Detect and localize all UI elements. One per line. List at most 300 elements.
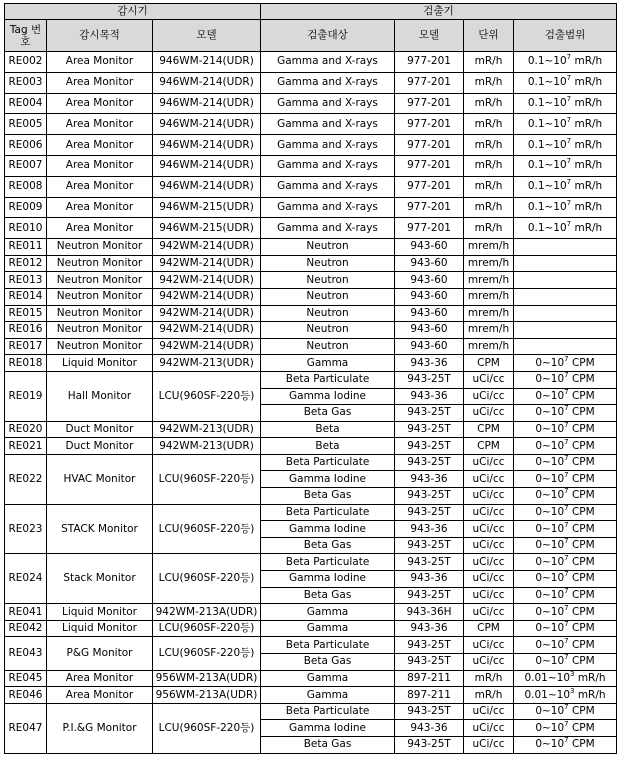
range-base: 0~10 (535, 489, 565, 502)
range-base: 0~10 (535, 539, 565, 552)
target-cell: Gamma and X-rays (261, 135, 395, 156)
table-row (5, 454, 617, 471)
range-base: 0~10 (535, 423, 565, 435)
range-exponent: 7 (564, 703, 569, 712)
detector-model-cell: 897-211 (395, 687, 464, 704)
table-row (5, 438, 617, 455)
range-unit: mR/h (574, 688, 606, 701)
tag-cell: RE007 (5, 155, 47, 176)
unit-cell: uCi/cc (464, 587, 514, 604)
model-cell: 942WM-214(UDR) (153, 322, 261, 339)
range-cell (514, 305, 617, 322)
tag-cell: RE009 (5, 197, 47, 218)
range-exponent: 7 (564, 719, 569, 728)
target-cell: Beta Gas (261, 405, 395, 422)
range-base: 0~10 (535, 389, 565, 402)
purpose-cell: Area Monitor (47, 218, 153, 239)
range-cell (514, 720, 617, 737)
target-cell: Beta Particulate (261, 703, 395, 720)
range-unit: CPM (568, 655, 595, 668)
detector-model-cell: 977-201 (395, 135, 464, 156)
table-row (5, 272, 617, 289)
range-cell (514, 355, 617, 372)
purpose-cell: Duct Monitor (47, 421, 153, 438)
table-row (5, 155, 617, 176)
unit-cell: mrem/h (464, 305, 514, 322)
range-unit: mR/h (571, 221, 603, 234)
unit-cell: uCi/cc (464, 571, 514, 588)
range-unit: mR/h (571, 76, 603, 89)
target-cell: Gamma (261, 604, 395, 621)
detector-model-cell: 943-36 (395, 521, 464, 538)
table-row (5, 687, 617, 704)
detector-model-cell: 943-60 (395, 288, 464, 305)
range-unit: CPM (568, 572, 595, 585)
unit-cell: mR/h (464, 670, 514, 687)
detector-model-cell: 977-201 (395, 52, 464, 73)
range-cell (514, 504, 617, 521)
range-exponent: 7 (564, 388, 569, 396)
purpose-cell: Neutron Monitor (47, 272, 153, 289)
model-cell: 946WM-214(UDR) (153, 135, 261, 156)
range-cell (514, 554, 617, 571)
unit-cell: uCi/cc (464, 604, 514, 621)
range-cell (514, 197, 617, 218)
detector-model-cell: 977-201 (395, 218, 464, 239)
tag-cell: RE019 (5, 371, 47, 421)
unit-cell: uCi/cc (464, 471, 514, 488)
range-exponent: 7 (566, 157, 572, 166)
target-cell: Neutron (261, 288, 395, 305)
range-cell (514, 604, 617, 621)
tag-cell: RE005 (5, 114, 47, 135)
range-cell (514, 93, 617, 114)
range-cell (514, 736, 617, 753)
table-row (5, 255, 617, 272)
target-cell: Gamma and X-rays (261, 52, 395, 73)
detector-model-cell: 943-36H (395, 604, 464, 621)
range-unit: CPM (568, 505, 595, 518)
range-base: 0~10 (535, 705, 565, 718)
purpose-cell: Area Monitor (47, 670, 153, 687)
range-exponent: 7 (566, 136, 572, 145)
unit-cell: mrem/h (464, 338, 514, 355)
unit-cell: CPM (464, 438, 514, 455)
group-header-detector: 검출기 (261, 4, 617, 20)
range-base: 0~10 (535, 439, 565, 452)
range-exponent: 7 (566, 74, 572, 83)
table-row (5, 604, 617, 621)
range-base: 0.1~10 (527, 55, 567, 68)
range-base: 0.1~10 (527, 96, 567, 109)
target-cell: Neutron (261, 338, 395, 355)
unit-cell: mR/h (464, 176, 514, 197)
unit-cell: mR/h (464, 197, 514, 218)
unit-cell: uCi/cc (464, 521, 514, 538)
range-cell (514, 405, 617, 422)
model-cell: 946WM-214(UDR) (153, 93, 261, 114)
target-cell: Beta Particulate (261, 454, 395, 471)
range-exponent: 7 (564, 653, 569, 662)
range-unit: CPM (568, 555, 595, 568)
detector-model-cell: 943-25T (395, 454, 464, 471)
target-cell: Neutron (261, 255, 395, 272)
purpose-cell: Liquid Monitor (47, 604, 153, 621)
range-base: 0~10 (535, 622, 565, 635)
range-exponent: 7 (564, 454, 569, 463)
unit-cell: uCi/cc (464, 388, 514, 405)
target-cell: Gamma and X-rays (261, 72, 395, 93)
table-row (5, 218, 617, 239)
range-cell (514, 620, 617, 637)
range-base: 0~10 (535, 572, 565, 585)
detector-model-cell: 943-25T (395, 537, 464, 554)
range-exponent: 7 (564, 537, 569, 546)
range-exponent: 7 (564, 470, 569, 479)
purpose-cell: Neutron Monitor (47, 288, 153, 305)
target-cell: Gamma (261, 687, 395, 704)
target-cell: Beta (261, 421, 395, 438)
range-cell (514, 471, 617, 488)
tag-cell: RE011 (5, 239, 47, 256)
unit-cell: mR/h (464, 687, 514, 704)
unit-cell: mR/h (464, 72, 514, 93)
detector-model-cell: 943-25T (395, 488, 464, 505)
purpose-cell: HVAC Monitor (47, 454, 153, 504)
detector-model-cell: 943-36 (395, 388, 464, 405)
model-cell: 946WM-214(UDR) (153, 52, 261, 73)
column-header-tag: Tag 번호 (5, 20, 47, 52)
range-unit: mR/h (571, 96, 603, 109)
target-cell: Neutron (261, 272, 395, 289)
range-cell (514, 272, 617, 289)
range-unit: CPM (568, 456, 595, 469)
detector-model-cell: 943-25T (395, 587, 464, 604)
range-unit: CPM (568, 721, 595, 734)
range-exponent: 7 (564, 636, 569, 645)
range-base: 0~10 (535, 356, 565, 369)
range-unit: mR/h (571, 117, 603, 130)
tag-cell: RE022 (5, 454, 47, 504)
range-cell (514, 521, 617, 538)
target-cell: Neutron (261, 322, 395, 339)
model-cell: LCU(960SF-220등) (153, 620, 261, 637)
model-cell: 946WM-214(UDR) (153, 114, 261, 135)
unit-cell: mR/h (464, 135, 514, 156)
purpose-cell: Neutron Monitor (47, 239, 153, 256)
unit-cell: uCi/cc (464, 488, 514, 505)
model-cell: LCU(960SF-220등) (153, 371, 261, 421)
range-cell (514, 288, 617, 305)
range-exponent: 7 (566, 53, 572, 62)
unit-cell: uCi/cc (464, 554, 514, 571)
detector-model-cell: 977-201 (395, 176, 464, 197)
range-exponent: 3 (570, 670, 575, 678)
range-base: 0.1~10 (527, 76, 567, 89)
unit-cell: uCi/cc (464, 504, 514, 521)
unit-cell: uCi/cc (464, 405, 514, 422)
range-cell (514, 537, 617, 554)
range-cell (514, 488, 617, 505)
tag-cell: RE002 (5, 52, 47, 73)
model-cell: 942WM-213(UDR) (153, 438, 261, 455)
range-unit: CPM (568, 705, 595, 718)
range-base: 0~10 (535, 456, 565, 469)
detector-model-cell: 943-25T (395, 438, 464, 455)
model-cell: 946WM-214(UDR) (153, 176, 261, 197)
column-header-range: 검출범위 (514, 20, 617, 52)
range-unit: CPM (568, 489, 595, 502)
range-unit: CPM (568, 539, 595, 552)
table-row (5, 135, 617, 156)
target-cell: Gamma Iodine (261, 388, 395, 405)
table-row (5, 197, 617, 218)
table-row (5, 637, 617, 654)
range-cell (514, 322, 617, 339)
range-base: 0~10 (535, 721, 565, 734)
tag-cell: RE010 (5, 218, 47, 239)
range-unit: mR/h (571, 138, 603, 151)
target-cell: Gamma and X-rays (261, 93, 395, 114)
table-row (5, 114, 617, 135)
target-cell: Beta (261, 438, 395, 455)
range-exponent: 7 (564, 404, 569, 413)
detector-model-cell: 943-36 (395, 720, 464, 737)
target-cell: Beta Gas (261, 537, 395, 554)
detector-model-cell: 977-201 (395, 114, 464, 135)
purpose-cell: Liquid Monitor (47, 620, 153, 637)
table-row (5, 504, 617, 521)
detector-model-cell: 943-60 (395, 338, 464, 355)
model-cell: LCU(960SF-220등) (153, 637, 261, 670)
target-cell: Beta Gas (261, 488, 395, 505)
range-unit: CPM (568, 439, 595, 452)
detector-model-cell: 977-201 (395, 93, 464, 114)
purpose-cell: Area Monitor (47, 114, 153, 135)
range-exponent: 7 (566, 219, 572, 228)
detector-model-cell: 943-36 (395, 620, 464, 637)
range-exponent: 7 (566, 198, 572, 207)
purpose-cell: P&G Monitor (47, 637, 153, 670)
group-header-monitor: 감시기 (5, 4, 261, 20)
purpose-cell: Area Monitor (47, 197, 153, 218)
detector-model-cell: 977-201 (395, 197, 464, 218)
purpose-cell: Neutron Monitor (47, 322, 153, 339)
unit-cell: mrem/h (464, 272, 514, 289)
range-cell (514, 670, 617, 687)
detector-model-cell: 943-25T (395, 637, 464, 654)
tag-cell: RE046 (5, 687, 47, 704)
detector-model-cell: 943-25T (395, 421, 464, 438)
table-row (5, 554, 617, 571)
purpose-cell: Area Monitor (47, 687, 153, 704)
detector-model-cell: 943-25T (395, 554, 464, 571)
purpose-cell: Area Monitor (47, 52, 153, 73)
range-cell (514, 338, 617, 355)
unit-cell: mR/h (464, 218, 514, 239)
range-unit: mR/h (571, 55, 603, 68)
table-row (5, 703, 617, 720)
range-unit: mR/h (574, 671, 606, 684)
range-unit: CPM (568, 406, 595, 419)
range-exponent: 7 (564, 354, 569, 363)
range-cell (514, 388, 617, 405)
range-base: 0.1~10 (527, 138, 567, 151)
unit-cell: CPM (464, 620, 514, 637)
unit-cell: mR/h (464, 93, 514, 114)
range-cell (514, 239, 617, 256)
tag-cell: RE045 (5, 670, 47, 687)
detector-model-cell: 897-211 (395, 670, 464, 687)
range-cell (514, 703, 617, 720)
range-exponent: 7 (564, 520, 569, 529)
detector-model-cell: 943-25T (395, 405, 464, 422)
unit-cell: CPM (464, 355, 514, 372)
table-row (5, 239, 617, 256)
unit-cell: uCi/cc (464, 703, 514, 720)
tag-cell: RE006 (5, 135, 47, 156)
table-header (5, 4, 617, 52)
column-header-model: 모델 (153, 20, 261, 52)
range-unit: CPM (568, 356, 595, 369)
purpose-cell: Liquid Monitor (47, 355, 153, 372)
table-row (5, 305, 617, 322)
range-exponent: 3 (570, 686, 575, 695)
model-cell: 946WM-214(UDR) (153, 72, 261, 93)
model-cell: 942WM-214(UDR) (153, 305, 261, 322)
purpose-cell: Duct Monitor (47, 438, 153, 455)
detector-model-cell: 977-201 (395, 155, 464, 176)
range-cell (514, 654, 617, 671)
unit-cell: uCi/cc (464, 720, 514, 737)
target-cell: Gamma (261, 620, 395, 637)
range-base: 0~10 (535, 505, 565, 518)
range-unit: mR/h (571, 180, 603, 193)
range-exponent: 7 (564, 570, 569, 579)
detector-model-cell: 977-201 (395, 72, 464, 93)
tag-cell: RE004 (5, 93, 47, 114)
model-cell: 942WM-214(UDR) (153, 239, 261, 256)
detector-model-cell: 943-60 (395, 305, 464, 322)
tag-cell: RE047 (5, 703, 47, 753)
unit-cell: uCi/cc (464, 654, 514, 671)
model-cell: 956WM-213A(UDR) (153, 670, 261, 687)
target-cell: Gamma (261, 670, 395, 687)
model-cell: 956WM-213A(UDR) (153, 687, 261, 704)
range-base: 0~10 (535, 738, 565, 751)
column-header-detector-model: 모델 (395, 20, 464, 52)
column-header-purpose: 감시목적 (47, 20, 153, 52)
unit-cell: uCi/cc (464, 537, 514, 554)
detector-model-cell: 943-60 (395, 255, 464, 272)
range-exponent: 7 (564, 603, 569, 612)
tag-cell: RE015 (5, 305, 47, 322)
range-exponent: 7 (566, 115, 572, 124)
tag-cell: RE024 (5, 554, 47, 604)
range-base: 0~10 (535, 655, 565, 668)
range-cell (514, 135, 617, 156)
detector-model-cell: 943-36 (395, 571, 464, 588)
range-base: 0.1~10 (527, 221, 567, 234)
detector-model-cell: 943-36 (395, 355, 464, 372)
tag-cell: RE017 (5, 338, 47, 355)
tag-cell: RE042 (5, 620, 47, 637)
purpose-cell: Neutron Monitor (47, 255, 153, 272)
target-cell: Neutron (261, 305, 395, 322)
table-row (5, 322, 617, 339)
range-base: 0~10 (535, 406, 565, 419)
table-row (5, 288, 617, 305)
range-base: 0.01~10 (524, 688, 571, 701)
target-cell: Beta Gas (261, 654, 395, 671)
range-base: 0~10 (535, 605, 565, 618)
table-row (5, 421, 617, 438)
model-cell: 942WM-213(UDR) (153, 355, 261, 372)
tag-cell: RE012 (5, 255, 47, 272)
range-unit: CPM (568, 389, 595, 402)
detector-model-cell: 943-25T (395, 504, 464, 521)
purpose-cell: P.I.&G Monitor (47, 703, 153, 753)
tag-cell: RE021 (5, 438, 47, 455)
purpose-cell: Area Monitor (47, 72, 153, 93)
target-cell: Beta Particulate (261, 637, 395, 654)
model-cell: 942WM-214(UDR) (153, 272, 261, 289)
target-cell: Beta Particulate (261, 504, 395, 521)
target-cell: Beta Particulate (261, 371, 395, 388)
range-unit: CPM (568, 423, 595, 435)
range-exponent: 7 (564, 421, 569, 429)
range-exponent: 7 (564, 504, 569, 512)
tag-cell: RE014 (5, 288, 47, 305)
unit-cell: CPM (464, 421, 514, 438)
tag-cell: RE023 (5, 504, 47, 554)
range-base: 0.1~10 (527, 180, 567, 193)
unit-cell: uCi/cc (464, 637, 514, 654)
unit-cell: mrem/h (464, 288, 514, 305)
range-exponent: 7 (564, 587, 569, 595)
model-cell: 946WM-214(UDR) (153, 155, 261, 176)
table-row (5, 371, 617, 388)
range-base: 0.01~10 (524, 671, 571, 684)
tag-cell: RE008 (5, 176, 47, 197)
tag-cell: RE003 (5, 72, 47, 93)
model-cell: 946WM-215(UDR) (153, 197, 261, 218)
column-header-unit: 단위 (464, 20, 514, 52)
range-cell (514, 421, 617, 438)
model-cell: LCU(960SF-220등) (153, 454, 261, 504)
range-cell (514, 454, 617, 471)
range-unit: CPM (568, 738, 595, 751)
table-row (5, 620, 617, 637)
purpose-cell: Neutron Monitor (47, 305, 153, 322)
range-base: 0~10 (535, 588, 565, 601)
model-cell: 942WM-213(UDR) (153, 421, 261, 438)
model-cell: LCU(960SF-220등) (153, 554, 261, 604)
table-row (5, 355, 617, 372)
range-cell (514, 687, 617, 704)
unit-cell: mrem/h (464, 322, 514, 339)
detector-model-cell: 943-25T (395, 736, 464, 753)
tag-cell: RE041 (5, 604, 47, 621)
table-row (5, 176, 617, 197)
range-base: 0~10 (535, 522, 565, 535)
unit-cell: uCi/cc (464, 454, 514, 471)
range-exponent: 7 (564, 437, 569, 446)
detector-model-cell: 943-25T (395, 371, 464, 388)
range-exponent: 7 (564, 487, 569, 496)
target-cell: Gamma and X-rays (261, 176, 395, 197)
radiation-monitor-table (4, 3, 617, 754)
